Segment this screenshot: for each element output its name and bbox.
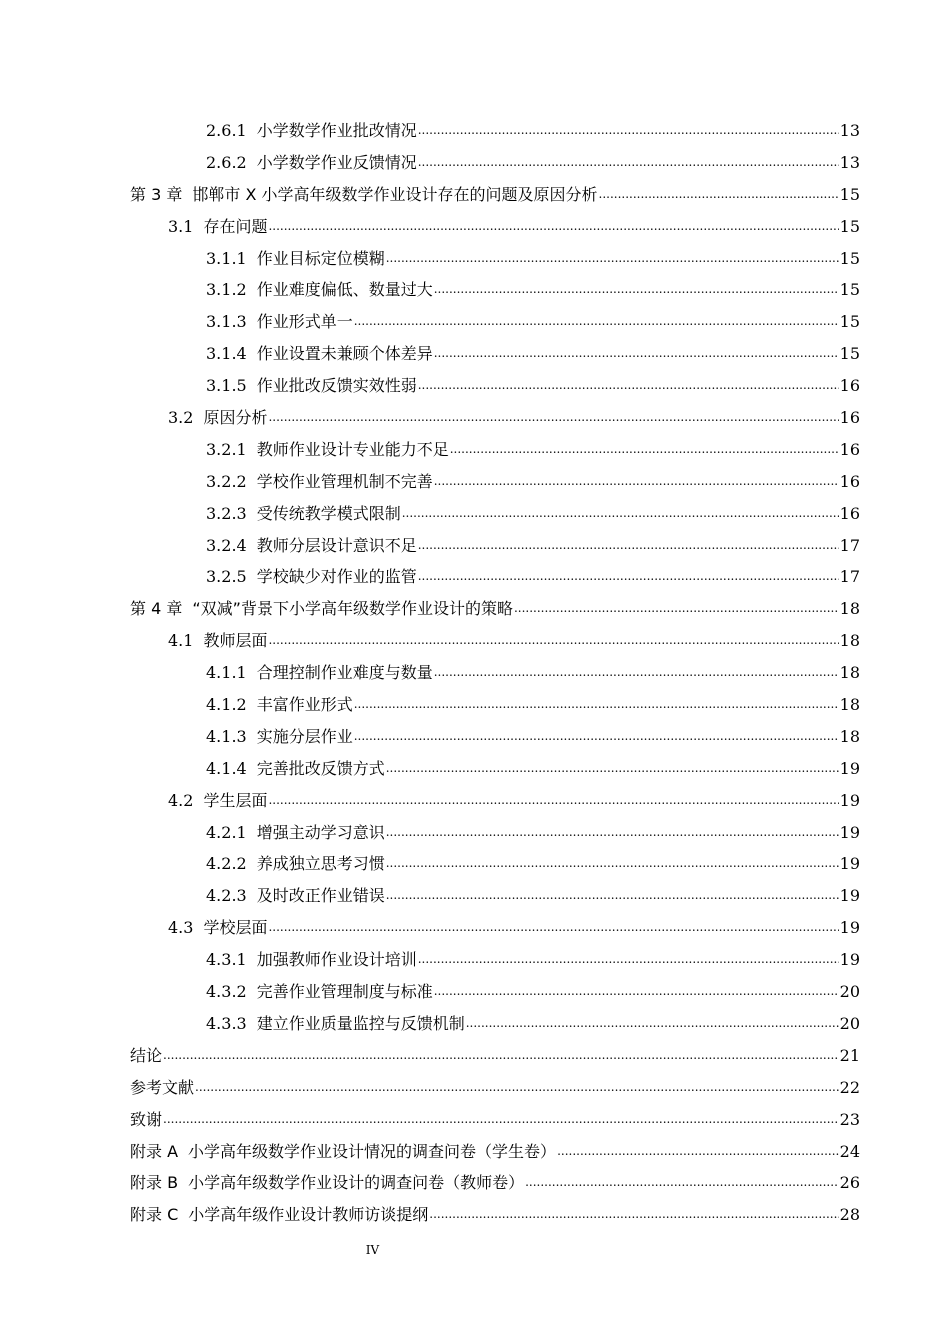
toc-entry-page: 22 bbox=[839, 1077, 860, 1097]
toc-dot-leader bbox=[268, 625, 838, 657]
toc-entry-text: 受传统教学模式限制 bbox=[256, 503, 401, 523]
toc-entry-title bbox=[206, 944, 417, 976]
toc-entry-number: 3.2.5 bbox=[206, 567, 247, 587]
toc-dot-leader bbox=[354, 721, 839, 753]
toc-entry-page: 16 bbox=[839, 439, 860, 459]
toc-entry-page: 16 bbox=[839, 503, 860, 523]
toc-entry-number: 4.3 bbox=[168, 918, 194, 938]
toc-entry-number: 2.6.2 bbox=[206, 152, 247, 172]
toc-entry[interactable] bbox=[130, 243, 860, 275]
toc-entry-text: 小学高年级数学作业设计情况的调查问卷（学生卷） bbox=[188, 1141, 557, 1161]
toc-dot-leader bbox=[386, 880, 839, 912]
toc-dot-leader bbox=[386, 817, 839, 849]
toc-entry-text: 作业批改反馈实效性弱 bbox=[256, 376, 417, 396]
toc-entry-text: 作业难度偏低、数量过大 bbox=[256, 280, 433, 300]
toc-entry-title bbox=[130, 1072, 194, 1104]
toc-dot-leader bbox=[525, 1167, 839, 1199]
toc-entry-page: 17 bbox=[839, 567, 860, 587]
toc-entry-text: 学校作业管理机制不完善 bbox=[256, 471, 433, 491]
toc-dot-leader bbox=[418, 147, 839, 179]
toc-entry-page: 16 bbox=[839, 471, 860, 491]
toc-entry-text: 养成独立思考习惯 bbox=[256, 854, 385, 874]
toc-entry-page: 15 bbox=[839, 312, 860, 332]
toc-dot-leader bbox=[434, 466, 839, 498]
toc-entry-title bbox=[206, 274, 433, 306]
toc-entry[interactable] bbox=[130, 1199, 860, 1231]
toc-entry-page: 17 bbox=[839, 535, 860, 555]
toc-entry[interactable] bbox=[130, 1104, 860, 1136]
toc-entry-number: 3.2.3 bbox=[206, 503, 247, 523]
toc-dot-leader bbox=[386, 753, 839, 785]
toc-entry-page: 18 bbox=[839, 695, 860, 715]
toc-entry-page: 18 bbox=[839, 631, 860, 651]
toc-entry-text: 及时改正作业错误 bbox=[256, 886, 385, 906]
toc-entry[interactable] bbox=[130, 402, 860, 434]
toc-entry-page: 19 bbox=[839, 758, 860, 778]
toc-entry-number: 4.1 bbox=[168, 631, 194, 651]
toc-dot-leader bbox=[354, 689, 839, 721]
toc-entry-number: 3.2.4 bbox=[206, 535, 247, 555]
toc-entry-number: 附录 C bbox=[130, 1205, 179, 1225]
toc-entry-page: 16 bbox=[839, 376, 860, 396]
toc-entry-text: 参考文献 bbox=[130, 1077, 195, 1097]
toc-entry-title bbox=[206, 434, 449, 466]
toc-dot-leader bbox=[268, 211, 838, 243]
toc-entry[interactable] bbox=[130, 817, 860, 849]
toc-dot-leader bbox=[599, 179, 839, 211]
toc-entry-text: 加强教师作业设计培训 bbox=[256, 950, 417, 970]
toc-dot-leader bbox=[418, 370, 839, 402]
toc-entry-title bbox=[130, 593, 513, 625]
toc-dot-leader bbox=[418, 530, 839, 562]
toc-entry-page: 16 bbox=[839, 408, 860, 428]
toc-entry-title bbox=[130, 179, 598, 211]
toc-entry-page: 19 bbox=[839, 918, 860, 938]
toc-entry[interactable] bbox=[130, 115, 860, 147]
page-number: IV bbox=[365, 1243, 380, 1257]
toc-entry-text: 建立作业质量监控与反馈机制 bbox=[256, 1013, 465, 1033]
toc-entry-title bbox=[130, 1104, 162, 1136]
toc-entry-text: 邯郸市 X 小学高年级数学作业设计存在的问题及原因分析 bbox=[192, 184, 598, 204]
toc-entry-page: 26 bbox=[839, 1173, 860, 1193]
toc-dot-leader bbox=[268, 402, 838, 434]
toc-entry-number: 3.1.3 bbox=[206, 312, 247, 332]
toc-entry-page: 15 bbox=[839, 344, 860, 364]
toc-entry-page: 19 bbox=[839, 854, 860, 874]
toc-entry-number: 4.1.2 bbox=[206, 695, 247, 715]
table-of-contents bbox=[130, 115, 860, 1231]
toc-dot-leader bbox=[434, 338, 839, 370]
toc-entry-page: 13 bbox=[839, 121, 860, 140]
toc-entry-text: 合理控制作业难度与数量 bbox=[256, 663, 433, 683]
toc-entry-page: 18 bbox=[839, 726, 860, 746]
toc-entry-title bbox=[206, 817, 385, 849]
toc-entry[interactable] bbox=[130, 1072, 860, 1104]
toc-entry-text: 原因分析 bbox=[203, 408, 268, 428]
toc-dot-leader bbox=[418, 115, 839, 147]
toc-entry[interactable] bbox=[130, 1136, 860, 1168]
toc-entry-number: 3.2.1 bbox=[206, 439, 247, 459]
toc-entry[interactable] bbox=[130, 848, 860, 880]
toc-dot-leader bbox=[434, 976, 839, 1008]
toc-entry-title bbox=[206, 498, 401, 530]
toc-dot-leader bbox=[354, 306, 839, 338]
toc-entry-text: “双减”背景下小学高年级数学作业设计的策略 bbox=[192, 599, 513, 619]
toc-entry-title bbox=[206, 243, 385, 275]
toc-entry-page: 19 bbox=[839, 886, 860, 906]
toc-entry-text: 致谢 bbox=[130, 1109, 163, 1129]
toc-entry-page: 20 bbox=[839, 1013, 860, 1033]
toc-entry-title bbox=[168, 785, 267, 817]
toc-entry[interactable] bbox=[130, 657, 860, 689]
toc-entry-number: 3.1.5 bbox=[206, 376, 247, 396]
toc-entry-page: 15 bbox=[839, 280, 860, 300]
toc-dot-leader bbox=[466, 1008, 839, 1040]
toc-entry-title bbox=[130, 1167, 524, 1199]
toc-dot-leader bbox=[434, 274, 839, 306]
toc-dot-leader bbox=[434, 657, 839, 689]
toc-entry-page: 15 bbox=[839, 248, 860, 268]
toc-entry-title bbox=[206, 753, 385, 785]
toc-entry-page: 19 bbox=[839, 950, 860, 970]
toc-entry-page: 19 bbox=[839, 790, 860, 810]
toc-entry[interactable] bbox=[130, 753, 860, 785]
toc-entry-title bbox=[206, 561, 417, 593]
toc-entry-title bbox=[206, 466, 433, 498]
toc-entry[interactable] bbox=[130, 434, 860, 466]
toc-entry-number: 3.1.1 bbox=[206, 248, 247, 268]
toc-entry[interactable] bbox=[130, 274, 860, 306]
toc-entry-text: 结论 bbox=[130, 1045, 163, 1065]
toc-entry-title bbox=[168, 912, 267, 944]
toc-dot-leader bbox=[163, 1104, 839, 1136]
toc-entry-page: 18 bbox=[839, 663, 860, 683]
toc-entry-text: 学校缺少对作业的监管 bbox=[256, 567, 417, 587]
toc-entry-text: 学生层面 bbox=[203, 790, 268, 810]
toc-entry-page: 15 bbox=[839, 216, 860, 236]
toc-entry-title bbox=[206, 115, 417, 147]
toc-entry-title bbox=[206, 848, 385, 880]
toc-entry[interactable] bbox=[130, 785, 860, 817]
toc-entry-number: 3.1.4 bbox=[206, 344, 247, 364]
toc-entry-text: 作业目标定位模糊 bbox=[256, 248, 385, 268]
toc-entry-title bbox=[206, 306, 353, 338]
toc-entry-text: 作业设置未兼顾个体差异 bbox=[256, 344, 433, 364]
toc-entry-text: 教师作业设计专业能力不足 bbox=[256, 439, 449, 459]
toc-entry[interactable] bbox=[130, 561, 860, 593]
toc-entry-number: 4.2.2 bbox=[206, 854, 247, 874]
toc-entry-text: 教师层面 bbox=[203, 631, 268, 651]
toc-entry[interactable] bbox=[130, 976, 860, 1008]
toc-entry[interactable] bbox=[130, 147, 860, 179]
toc-entry-title bbox=[206, 530, 417, 562]
toc-entry-title bbox=[206, 976, 433, 1008]
toc-entry-text: 完善批改反馈方式 bbox=[256, 758, 385, 778]
toc-entry-number: 4.1.4 bbox=[206, 758, 247, 778]
toc-entry-page: 20 bbox=[839, 982, 860, 1002]
toc-entry-number: 附录 A bbox=[130, 1141, 179, 1161]
toc-entry-text: 小学高年级作业设计教师访谈提纲 bbox=[188, 1205, 429, 1225]
toc-entry-text: 小学数学作业反馈情况 bbox=[256, 152, 417, 172]
toc-dot-leader bbox=[386, 848, 839, 880]
toc-dot-leader bbox=[418, 561, 839, 593]
toc-entry-title bbox=[130, 1199, 428, 1231]
toc-dot-leader bbox=[557, 1136, 839, 1168]
toc-entry-number: 2.6.1 bbox=[206, 121, 247, 140]
toc-dot-leader bbox=[450, 434, 839, 466]
toc-entry[interactable] bbox=[130, 944, 860, 976]
toc-entry-title bbox=[168, 625, 267, 657]
toc-entry-number: 3.2.2 bbox=[206, 471, 247, 491]
toc-entry-title bbox=[206, 880, 385, 912]
toc-entry-number: 3.1.2 bbox=[206, 280, 247, 300]
toc-dot-leader bbox=[195, 1072, 839, 1104]
toc-entry[interactable] bbox=[130, 912, 860, 944]
toc-entry[interactable] bbox=[130, 1167, 860, 1199]
toc-dot-leader bbox=[163, 1040, 839, 1072]
toc-dot-leader bbox=[386, 243, 839, 275]
toc-entry[interactable] bbox=[130, 466, 860, 498]
toc-entry[interactable] bbox=[130, 530, 860, 562]
toc-dot-leader bbox=[514, 593, 839, 625]
toc-entry-number: 第 4 章 bbox=[130, 599, 183, 619]
toc-entry-page: 28 bbox=[839, 1205, 860, 1225]
toc-entry-page: 15 bbox=[839, 184, 860, 204]
toc-entry[interactable] bbox=[130, 593, 860, 625]
toc-entry-number: 4.3.3 bbox=[206, 1013, 247, 1033]
toc-entry[interactable] bbox=[130, 1008, 860, 1040]
toc-entry[interactable] bbox=[130, 370, 860, 402]
toc-entry-page: 19 bbox=[839, 822, 860, 842]
toc-entry-page: 24 bbox=[839, 1141, 860, 1161]
toc-entry-number: 4.1.1 bbox=[206, 663, 247, 683]
toc-entry-number: 附录 B bbox=[130, 1173, 179, 1193]
toc-entry[interactable] bbox=[130, 1040, 860, 1072]
toc-entry-text: 增强主动学习意识 bbox=[256, 822, 385, 842]
toc-entry-number: 4.2 bbox=[168, 790, 194, 810]
toc-entry-title bbox=[206, 657, 433, 689]
toc-entry-page: 13 bbox=[839, 152, 860, 172]
toc-entry-page: 18 bbox=[839, 599, 860, 619]
toc-entry-text: 丰富作业形式 bbox=[256, 695, 353, 715]
toc-entry-text: 教师分层设计意识不足 bbox=[256, 535, 417, 555]
toc-entry-number: 4.3.2 bbox=[206, 982, 247, 1002]
toc-entry-title bbox=[130, 1136, 556, 1168]
toc-dot-leader bbox=[429, 1199, 838, 1231]
toc-entry-text: 存在问题 bbox=[203, 216, 268, 236]
toc-entry-title bbox=[168, 402, 267, 434]
toc-entry[interactable] bbox=[130, 721, 860, 753]
toc-entry[interactable] bbox=[130, 211, 860, 243]
toc-entry-number: 3.1 bbox=[168, 216, 194, 236]
toc-dot-leader bbox=[418, 944, 839, 976]
toc-entry-title bbox=[206, 689, 353, 721]
toc-entry-title bbox=[206, 1008, 465, 1040]
toc-entry[interactable] bbox=[130, 498, 860, 530]
toc-dot-leader bbox=[268, 912, 838, 944]
toc-entry-text: 小学高年级数学作业设计的调查问卷（教师卷） bbox=[188, 1173, 525, 1193]
toc-entry-number: 第 3 章 bbox=[130, 184, 183, 204]
toc-entry-page: 21 bbox=[839, 1045, 860, 1065]
toc-entry-title bbox=[206, 147, 417, 179]
toc-entry-number: 4.1.3 bbox=[206, 726, 247, 746]
toc-entry-number: 4.2.1 bbox=[206, 822, 247, 842]
toc-entry-number: 3.2 bbox=[168, 408, 194, 428]
toc-entry-text: 实施分层作业 bbox=[256, 726, 353, 746]
toc-entry[interactable] bbox=[130, 338, 860, 370]
toc-entry-title bbox=[206, 370, 417, 402]
toc-dot-leader bbox=[268, 785, 838, 817]
toc-dot-leader bbox=[402, 498, 839, 530]
toc-entry-title bbox=[130, 1040, 162, 1072]
toc-entry-text: 作业形式单一 bbox=[256, 312, 353, 332]
toc-entry[interactable] bbox=[130, 179, 860, 211]
toc-entry-number: 4.3.1 bbox=[206, 950, 247, 970]
toc-entry-title bbox=[206, 338, 433, 370]
toc-entry[interactable] bbox=[130, 306, 860, 338]
toc-entry-text: 学校层面 bbox=[203, 918, 268, 938]
toc-entry-page: 23 bbox=[839, 1109, 860, 1129]
toc-entry-title bbox=[168, 211, 267, 243]
toc-entry-text: 小学数学作业批改情况 bbox=[256, 121, 417, 140]
toc-entry-title bbox=[206, 721, 353, 753]
toc-entry[interactable] bbox=[130, 625, 860, 657]
toc-entry[interactable] bbox=[130, 880, 860, 912]
toc-entry-number: 4.2.3 bbox=[206, 886, 247, 906]
toc-entry-text: 完善作业管理制度与标准 bbox=[256, 982, 433, 1002]
toc-entry[interactable] bbox=[130, 689, 860, 721]
